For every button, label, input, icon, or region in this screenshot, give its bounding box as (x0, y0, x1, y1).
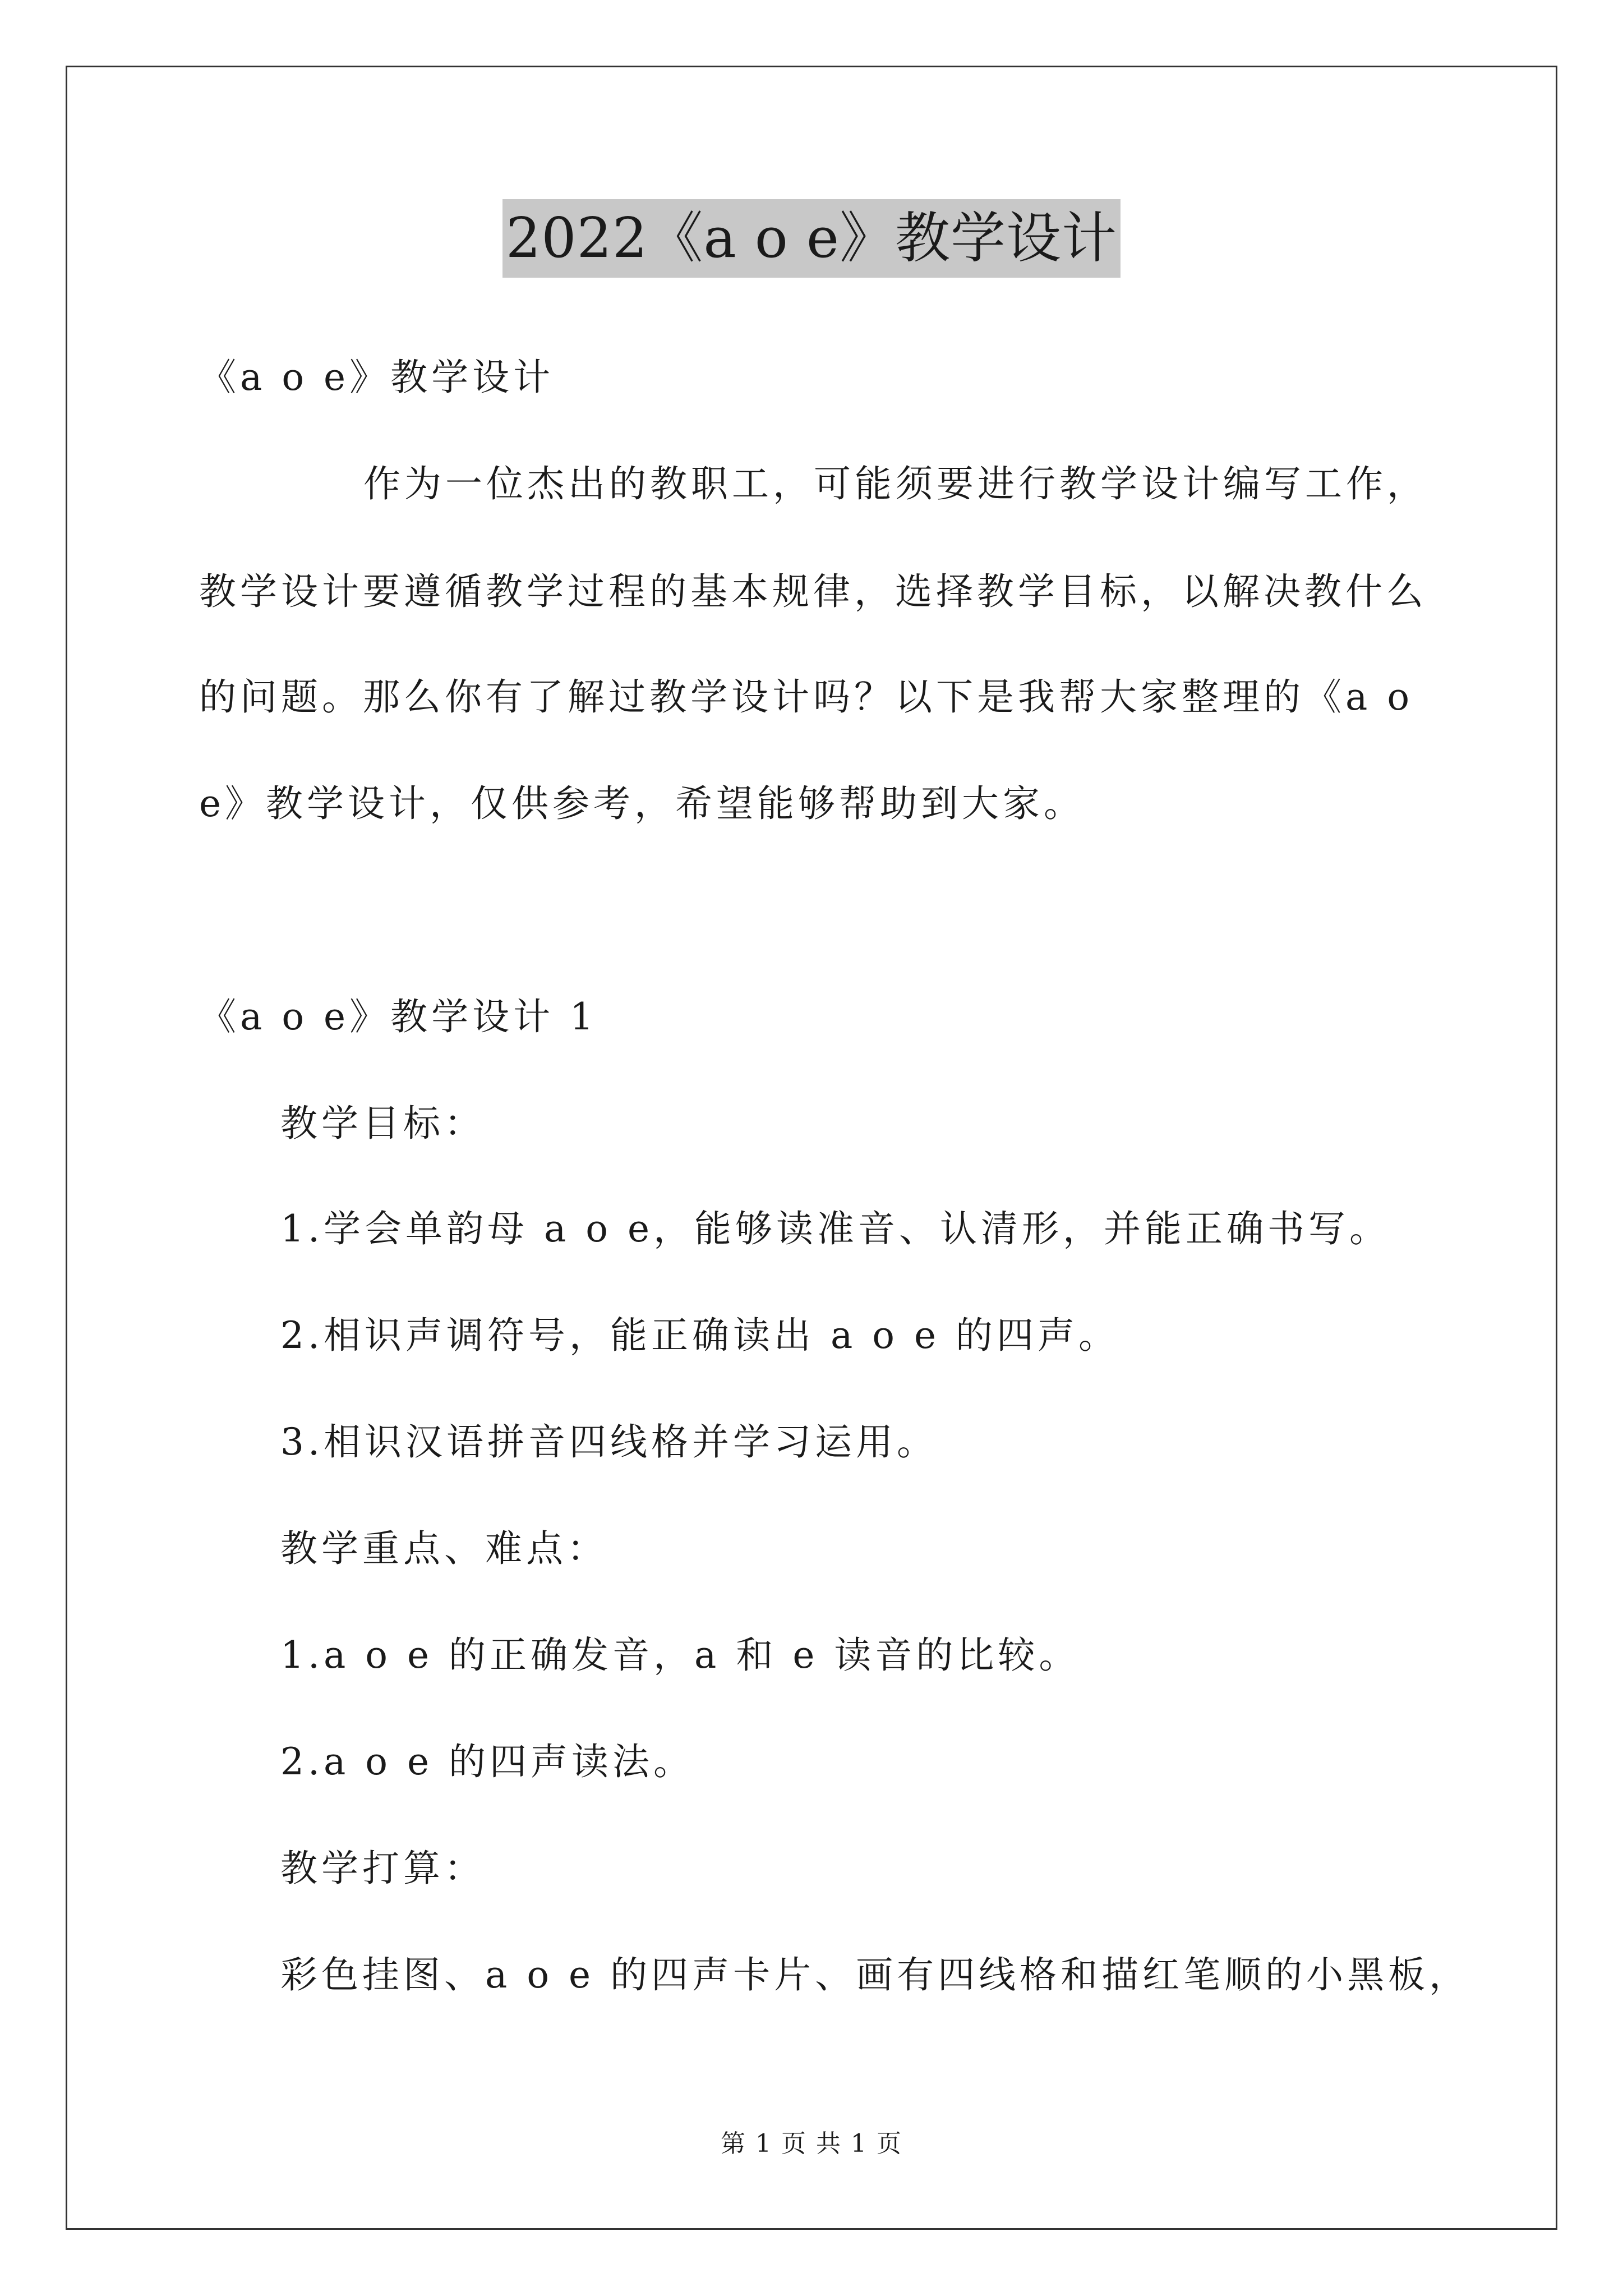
objective-item-1: 1.学会单韵母 a o e，能够读准音、认清形，并能正确书写。 (280, 1207, 1391, 1250)
subtitle-line: 《a o e》教学设计 (199, 356, 555, 399)
objective-item-2: 2.相识声调符号，能正确读出 a o e 的四声。 (280, 1314, 1120, 1357)
intro-paragraph-line-4: e》教学设计，仅供参考，希望能够帮助到大家。 (199, 782, 1085, 825)
intro-paragraph-line-3: 的问题。那么你有了解过教学设计吗？以下是我帮大家整理的《a o (199, 675, 1414, 719)
key-point-item-1: 1.a o e 的正确发音，a 和 e 读音的比较。 (280, 1634, 1080, 1677)
intro-paragraph-line-2: 教学设计要遵循教学过程的基本规律，选择教学目标，以解决教什么 (199, 570, 1427, 613)
objective-item-3: 3.相识汉语拼音四线格并学习运用。 (280, 1420, 938, 1464)
preparation-line-1: 彩色挂图、a o e 的四声卡片、画有四线格和描红笔顺的小黑板， (280, 1953, 1470, 1996)
section-heading: 《a o e》教学设计 1 (199, 995, 598, 1038)
key-point-item-2: 2.a o e 的四声读法。 (280, 1740, 695, 1783)
intro-paragraph-line-1: 作为一位杰出的教职工，可能须要进行教学设计编写工作， (363, 462, 1428, 505)
document-title: 2022《a o e》教学设计 (502, 199, 1121, 278)
title-container (0, 199, 1623, 278)
page-footer: 第 1 页 共 1 页 (721, 2129, 902, 2158)
objectives-heading: 教学目标： (280, 1102, 485, 1145)
preparation-heading: 教学打算： (280, 1847, 485, 1890)
key-points-heading: 教学重点、难点： (280, 1527, 608, 1570)
